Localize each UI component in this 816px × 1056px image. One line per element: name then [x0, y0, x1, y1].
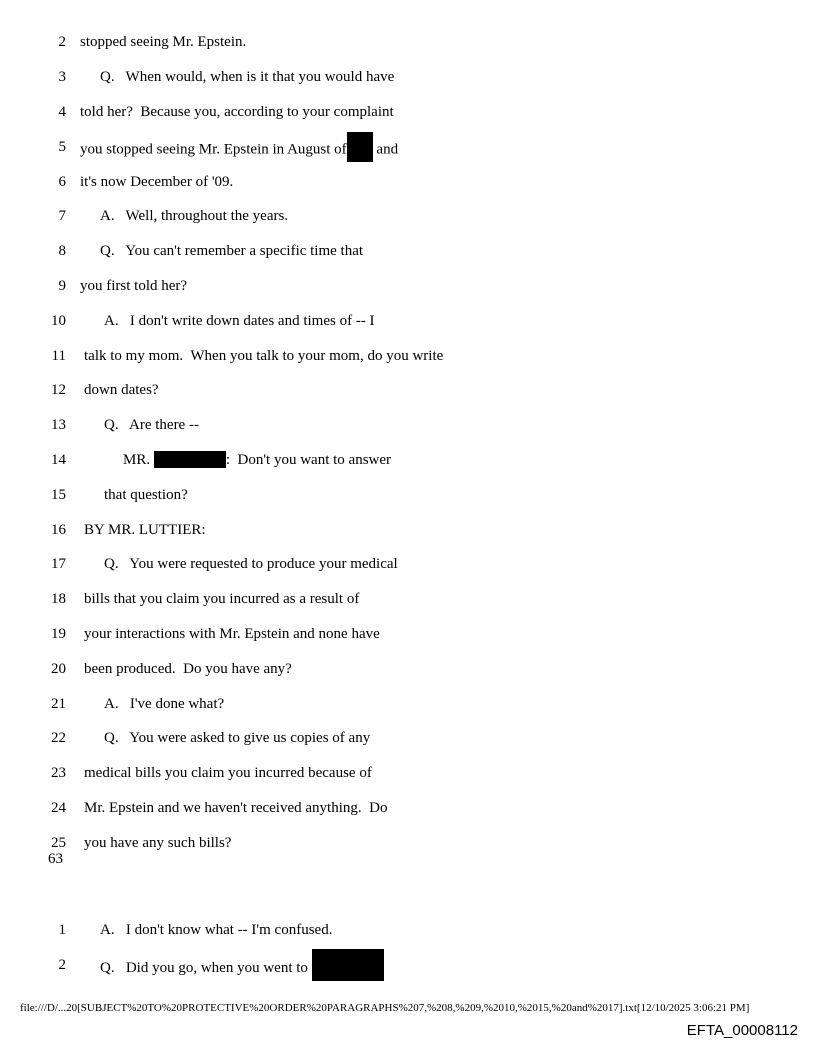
page-number: 63: [48, 851, 63, 867]
line-number: 19: [51, 626, 66, 642]
line-text-before: MR.: [123, 452, 154, 468]
line-text-before: Q. Did you go, when you went to: [100, 959, 312, 976]
line-text-before: you stopped seeing Mr. Epstein in August of: [80, 141, 347, 158]
line-number: 4: [58, 104, 66, 120]
line-number: 22: [51, 730, 66, 746]
line-number: 17: [51, 556, 66, 572]
line-number: 5: [58, 139, 66, 155]
line-number: 9: [58, 278, 66, 294]
line-text: you first told her?: [80, 278, 188, 294]
line-number: 20: [51, 661, 66, 677]
line-number: 6: [58, 174, 66, 190]
line-number: 15: [51, 487, 66, 503]
line-text: A. I don't write down dates and times of -- I: [104, 313, 375, 329]
line-text: you have any such bills?: [84, 835, 232, 851]
line-number: 12: [51, 382, 66, 398]
line-number: 2: [58, 957, 66, 973]
redaction-box: [312, 949, 384, 981]
line-text: medical bills you claim you incurred because of: [84, 765, 372, 781]
line-number: 23: [51, 765, 66, 781]
line-number: 21: [51, 696, 66, 712]
line-text: A. I don't know what -- I'm confused.: [100, 922, 333, 938]
line-text: stopped seeing Mr. Epstein.: [80, 34, 247, 50]
line-text: A. Well, throughout the years.: [100, 208, 289, 224]
line-text: Q. You were asked to give us copies of any: [104, 730, 371, 746]
redaction-box: [154, 451, 226, 468]
line-text: told her? Because you, according to your complaint: [80, 104, 394, 120]
bates-number: EFTA_00008112: [686, 1022, 798, 1039]
line-text: Q. When would, when is it that you would have: [100, 69, 395, 85]
line-text: it's now December of '09.: [80, 174, 234, 190]
footer-file-path: file:///D/...20[SUBJECT%20TO%20PROTECTIVE%20ORDER%20PARAGRAPHS%207,%208,%209,%2010,%2015,%20and%2017].txt[12/10/2025 3:06:21 PM]: [20, 1002, 750, 1014]
line-number: 14: [51, 452, 66, 468]
line-number: 13: [51, 417, 66, 433]
line-text: your interactions with Mr. Epstein and none have: [84, 626, 380, 642]
line-number: 3: [58, 69, 66, 85]
line-number: 7: [58, 208, 66, 224]
line-number: 24: [51, 800, 66, 816]
line-text: [80, 138, 398, 162]
line-number: 1: [58, 922, 66, 938]
line-text: talk to my mom. When you talk to your mom, do you write: [84, 348, 444, 364]
line-text: BY MR. LUTTIER:: [84, 522, 206, 538]
line-text: bills that you claim you incurred as a result of: [84, 591, 360, 607]
line-text: [100, 956, 384, 981]
line-number: 11: [51, 348, 66, 364]
line-text: Q. Are there --: [104, 417, 199, 433]
line-text-after: : Don't you want to answer: [225, 452, 392, 468]
line-number: 25: [51, 835, 66, 851]
line-number: 18: [51, 591, 66, 607]
line-number: 2: [58, 34, 66, 50]
line-text: [123, 451, 391, 469]
redaction-box: [347, 132, 373, 162]
line-text: Q. You were requested to produce your medical: [104, 556, 398, 572]
line-text: that question?: [104, 487, 188, 503]
line-number: 10: [51, 313, 66, 329]
line-text: down dates?: [84, 382, 159, 398]
line-number: 16: [51, 522, 66, 538]
line-text-after: and: [372, 141, 399, 158]
line-text: Mr. Epstein and we haven't received anything. Do: [84, 800, 388, 816]
line-text: A. I've done what?: [104, 696, 225, 712]
line-text: Q. You can't remember a specific time that: [100, 243, 364, 259]
line-number: 8: [58, 243, 66, 259]
line-text: been produced. Do you have any?: [84, 661, 292, 677]
